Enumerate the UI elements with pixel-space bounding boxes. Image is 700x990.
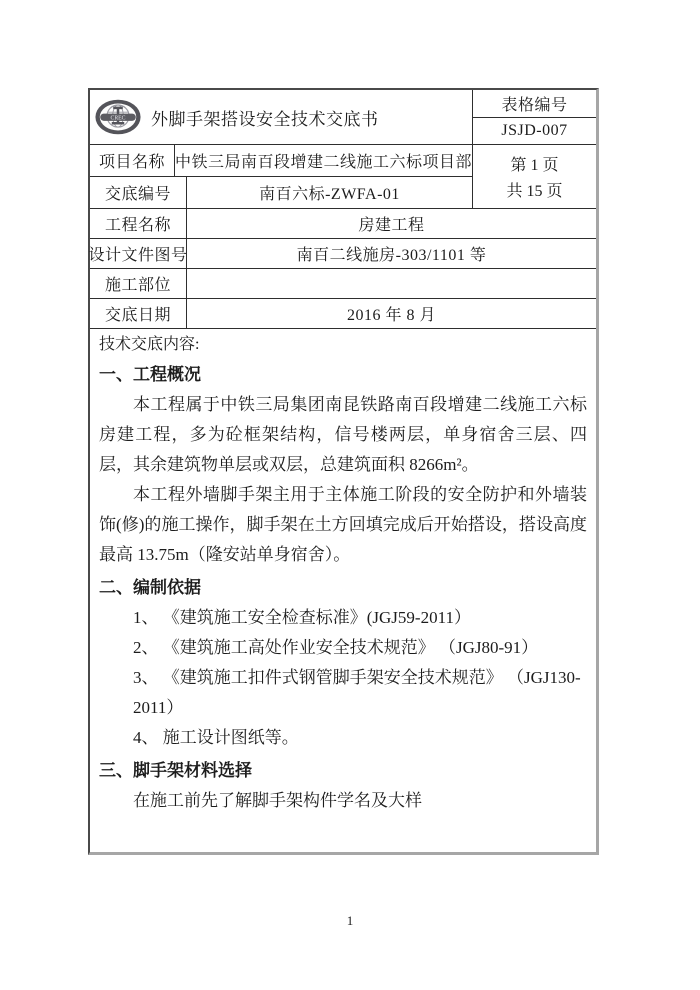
field-label: 工程名称	[90, 209, 187, 238]
document-title: 外脚手架搭设安全技术交底书	[151, 109, 379, 129]
project-rows-left	[90, 145, 473, 208]
page-info-cell	[473, 145, 596, 208]
field-row-briefing-no	[90, 177, 472, 208]
field-row-project-name	[90, 145, 472, 177]
field-value	[187, 269, 596, 298]
field-row-work-location	[90, 269, 596, 299]
logo-text: CREC	[110, 115, 126, 122]
section1-paragraph: 本工程属于中铁三局集团南昆铁路南百段增建二线施工六标房建工程，多为砼框架结构，信号楼两层，单身宿舍三层、四层，其余建筑物单层或双层，总建筑面积 8266m²。	[99, 395, 587, 474]
title-cell	[90, 90, 473, 144]
section1-paragraph: 本工程外墙脚手架主用于主体施工阶段的安全防护和外墙装饰(修)的施工操作，脚手架在土方回填完成后开始搭设，搭设高度最高 13.75m（隆安站单身宿舍）。	[99, 485, 587, 564]
title-row	[90, 90, 596, 145]
field-row-work-name	[90, 209, 596, 239]
form-code-value: JSJD-007	[501, 121, 568, 139]
project-rows	[90, 145, 596, 209]
page-number: 1	[346, 913, 354, 928]
reference-item: 1、 《建筑施工安全检查标准》(JGJ59-2011）	[133, 608, 471, 627]
section3-heading: 三、脚手架材料选择	[99, 761, 252, 781]
field-row-briefing-date	[90, 299, 596, 329]
reference-item: 3、 《建筑施工扣件式钢管脚手架安全技术规范》 （JGJ130-2011）	[133, 668, 581, 717]
crec-logo-icon	[94, 97, 142, 137]
reference-item: 2、 《建筑施工高处作业安全技术规范》 （JGJ80-91）	[133, 638, 539, 657]
field-label: 交底编号	[90, 177, 187, 208]
page-total: 共 15 页	[506, 183, 563, 201]
page-current: 第 1 页	[510, 156, 559, 174]
field-label: 交底日期	[90, 299, 187, 328]
field-value: 2016 年 8 月	[346, 307, 436, 324]
field-label: 项目名称	[90, 145, 175, 176]
field-value: 南百二线施房-303/1101 等	[296, 247, 487, 264]
field-row-drawing-no	[90, 239, 596, 269]
form-code-label: 表格编号	[473, 90, 596, 118]
content-area	[90, 329, 596, 816]
field-value: 南百六标-ZWFA-01	[259, 186, 400, 203]
field-value: 房建工程	[358, 217, 425, 234]
form-code-cells	[473, 90, 596, 144]
content-label: 技术交底内容:	[99, 336, 200, 353]
section2-heading: 二、编制依据	[99, 578, 201, 598]
section3-paragraph: 在施工前先了解脚手架构件学名及大样	[133, 791, 422, 810]
field-label: 设计文件图号	[90, 239, 187, 268]
field-label: 施工部位	[90, 269, 187, 298]
section1-heading: 一、工程概况	[99, 365, 201, 385]
reference-item: 4、 施工设计图纸等。	[133, 728, 299, 747]
field-value: 中铁三局南百段增建二线施工六标项目部	[174, 154, 472, 171]
briefing-form-table	[88, 88, 599, 855]
